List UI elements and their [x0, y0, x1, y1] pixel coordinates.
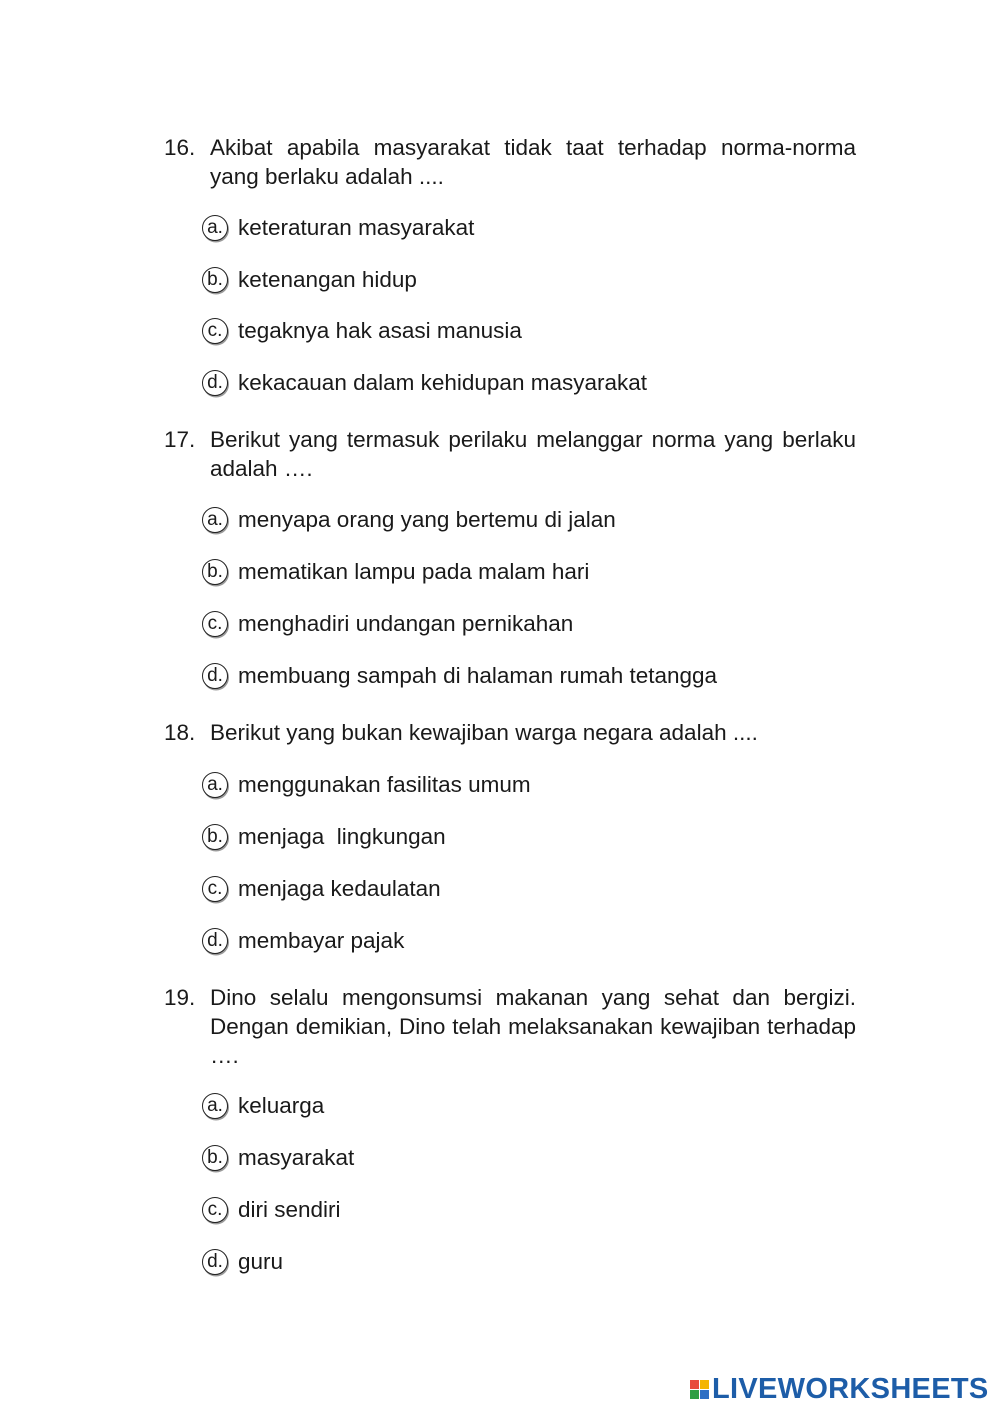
question-number: 19.	[164, 985, 196, 1010]
option-19-b[interactable]	[202, 1141, 354, 1175]
question-number: 17.	[164, 427, 196, 452]
option-18-b[interactable]	[202, 820, 446, 854]
option-letter-circle[interactable]: c.	[202, 876, 228, 902]
option-17-a[interactable]	[202, 503, 616, 537]
question-number: 18.	[164, 720, 196, 745]
option-letter-circle[interactable]: b.	[202, 559, 228, 585]
option-17-b[interactable]	[202, 555, 589, 589]
option-18-d[interactable]	[202, 924, 404, 958]
option-letter-circle[interactable]: c.	[202, 318, 228, 344]
question-stem	[164, 718, 856, 747]
question-number: 16.	[164, 135, 196, 160]
question-stem	[164, 425, 856, 483]
option-letter-circle[interactable]: b.	[202, 1145, 228, 1171]
option-text: menggunakan fasilitas umum	[238, 772, 531, 797]
option-text: membuang sampah di halaman rumah tetangga	[238, 663, 718, 688]
option-letter-circle[interactable]: a.	[202, 1093, 228, 1119]
logo-text: LIVEWORKSHEETS	[712, 1372, 989, 1405]
option-letter-circle[interactable]: b.	[202, 267, 228, 293]
liveworksheets-logo	[690, 1372, 989, 1406]
question-text: Berikut yang bukan kewajiban warga negara adalah ....	[210, 720, 758, 745]
option-17-c[interactable]	[202, 607, 573, 641]
option-letter-circle[interactable]: a.	[202, 215, 228, 241]
question-text: Dino selalu mengonsumsi makanan yang sehat dan bergizi. Dengan demikian, Dino telah melaksanakan kewajiban terhadap ….	[210, 985, 856, 1068]
option-text: menjaga lingkungan	[238, 824, 446, 849]
option-16-a[interactable]	[202, 211, 474, 245]
question-stem	[164, 133, 856, 191]
option-text: masyarakat	[238, 1145, 355, 1170]
option-letter-circle[interactable]: a.	[202, 507, 228, 533]
option-text: tegaknya hak asasi manusia	[238, 318, 522, 343]
option-letter-circle[interactable]: d.	[202, 928, 228, 954]
option-text: menghadiri undangan pernikahan	[238, 611, 574, 636]
option-letter-circle[interactable]: a.	[202, 772, 228, 798]
option-text: diri sendiri	[238, 1197, 341, 1222]
question-text: Berikut yang termasuk perilaku melanggar norma yang berlaku adalah ….	[210, 427, 856, 481]
option-16-c[interactable]	[202, 314, 522, 348]
option-text: menjaga kedaulatan	[238, 876, 441, 901]
option-text: keluarga	[238, 1093, 325, 1118]
option-text: guru	[238, 1249, 284, 1274]
question-17	[164, 425, 856, 483]
option-16-d[interactable]	[202, 366, 647, 400]
option-text: menyapa orang yang bertemu di jalan	[238, 507, 616, 532]
option-letter-circle[interactable]: c.	[202, 1197, 228, 1223]
question-stem	[164, 983, 856, 1070]
option-letter-circle[interactable]: c.	[202, 611, 228, 637]
question-16	[164, 133, 856, 191]
option-text: keteraturan masyarakat	[238, 215, 475, 240]
option-text: ketenangan hidup	[238, 267, 417, 292]
option-16-b[interactable]	[202, 263, 417, 297]
option-letter-circle[interactable]: d.	[202, 370, 228, 396]
option-19-c[interactable]	[202, 1193, 341, 1227]
option-letter-circle[interactable]: d.	[202, 1249, 228, 1275]
question-18	[164, 718, 856, 747]
question-text: Akibat apabila masyarakat tidak taat terhadap norma-norma yang berlaku adalah ....	[210, 135, 856, 189]
liveworksheets-icon	[690, 1380, 709, 1399]
option-17-d[interactable]	[202, 659, 717, 693]
option-letter-circle[interactable]: b.	[202, 824, 228, 850]
option-18-a[interactable]	[202, 768, 531, 802]
option-text: kekacauan dalam kehidupan masyarakat	[238, 370, 647, 395]
option-19-d[interactable]	[202, 1245, 283, 1279]
option-text: mematikan lampu pada malam hari	[238, 559, 590, 584]
option-18-c[interactable]	[202, 872, 441, 906]
option-text: membayar pajak	[238, 928, 405, 953]
question-19	[164, 983, 856, 1070]
option-letter-circle[interactable]: d.	[202, 663, 228, 689]
option-19-a[interactable]	[202, 1089, 324, 1123]
